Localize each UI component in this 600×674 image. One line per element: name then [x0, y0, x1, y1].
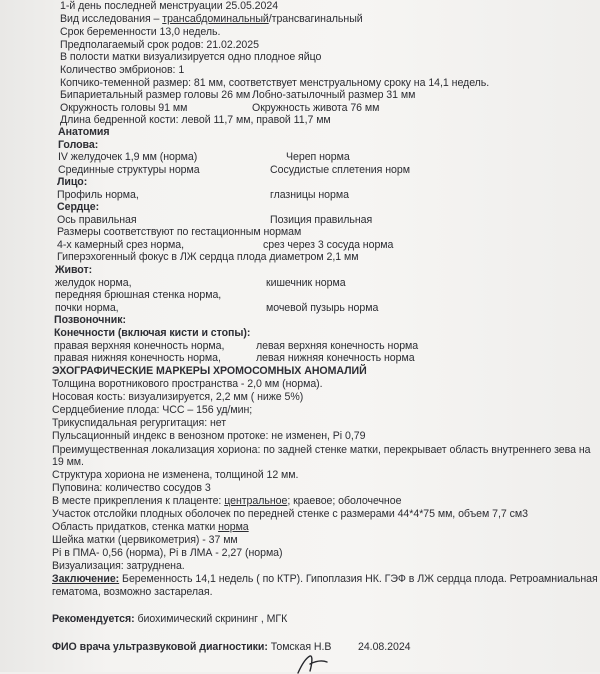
embryo-count-line: Количество эмбрионов: 1 — [60, 64, 185, 76]
nt-line: Толщина воротникового пространства - 2,0 мм (норма). — [52, 378, 323, 390]
anatomy-heading: Анатомия — [58, 126, 110, 138]
uterine-artery-line: Pi в ПМА- 0,56 (норма), Pi в ЛМА - 2,27 (норма) — [52, 547, 283, 559]
cord-line: Пуповина: количество сосудов 3 — [52, 482, 211, 494]
chorion-structure-line: Структура хориона не изменена, толщиной 12 мм. — [52, 469, 299, 481]
conclusion-line: Заключение: Беременность 14,1 недель ( по КТР). Гипоплазия НК. ГЭФ в ЛЖ сердца плода. Ретроамниальная — [52, 573, 598, 585]
limbs-line-1a: правая верхняя конечность норма, — [54, 340, 225, 352]
crl-line: Копчико-теменной размер: 81 мм, соответствует менструальному сроку на 14,1 недель. — [60, 77, 490, 89]
exam-type-selected: трансабдоминальный — [162, 13, 269, 25]
hc-line: Окружность головы 91 мм — [60, 102, 188, 114]
face-line-b: глазницы норма — [270, 189, 349, 201]
heart-heading: Сердце: — [57, 201, 100, 213]
limbs-line-1b: левая верхняя конечность норма — [256, 340, 419, 352]
visualization-line: Визуализация: затруднена. — [52, 560, 185, 572]
abdomen-line-1a: желудок норма, — [55, 277, 132, 289]
heart-line-4: Гиперэхогенный фокус в ЛЖ сердца плода диаметром 2,1 мм — [57, 251, 359, 263]
nasal-bone-line: Носовая кость: визуализируется, 2,2 мм ( ниже 5%) — [52, 391, 304, 403]
uterus-egg-line: В полости матки визуализируется одно плодное яйцо — [60, 51, 322, 63]
head-line-1a: IV желудочек 1,9 мм (норма) — [58, 151, 198, 163]
head-heading: Голова: — [58, 139, 99, 151]
limbs-heading: Конечности (включая кисти и стопы): — [54, 327, 251, 339]
ofd-line: Лобно-затылочный размер 31 мм — [252, 89, 416, 101]
face-line-a: Профиль норма, — [57, 189, 139, 201]
attachment-selected: центральное — [224, 495, 288, 507]
membrane-detachment-line: Участок отслойки плодных оболочек по передней стенке с размерами 44*4*75 мм, объем 7,7 см3 — [52, 508, 528, 520]
head-line-1b: Череп норма — [286, 151, 350, 163]
adnexa-value: норма — [218, 521, 249, 533]
head-line-2b: Сосудистые сплетения норм — [270, 164, 410, 176]
recommendation-line: Рекомендуется: биохимический скрининг , МГК — [52, 613, 288, 625]
conclusion-cont: гематома, возможно застарелая. — [52, 586, 213, 598]
tricuspid-line: Трикуспидальная регургитация: нет — [52, 417, 227, 429]
heart-rate-line: Сердцебиение плода: ЧСС – 156 уд/мин; — [52, 404, 253, 416]
signature-stroke — [292, 652, 352, 674]
abdomen-line-3b: мочевой пузырь норма — [266, 302, 379, 314]
ductus-venosus-line: Пульсационный индекс в венозном протоке: не изменен, Pi 0,79 — [52, 430, 366, 442]
abdomen-line-2: передняя брюшная стенка норма, — [55, 289, 222, 301]
abdomen-heading: Живот: — [55, 264, 93, 276]
gestational-age-line: Срок беременности 13,0 недель. — [60, 26, 221, 38]
conclusion-label: Заключение: — [52, 573, 120, 585]
abdomen-line-3a: почки норма, — [55, 302, 119, 314]
limbs-line-2b: левая нижняя конечность норма — [256, 352, 415, 364]
heart-line-3b: срез через 3 сосуда норма — [263, 239, 394, 251]
ac-line: Окружность живота 76 мм — [252, 102, 380, 114]
exam-type-line: Вид исследования – трансабдоминальный/трансвагинальный — [60, 13, 363, 25]
due-date-line: Предполагаемый срок родов: 21.02.2025 — [60, 39, 259, 51]
adnexa-line: Область придатков, стенка матки норма — [52, 521, 249, 533]
abdomen-line-1b: кишечник норма — [266, 277, 346, 289]
report-date: 24.08.2024 — [358, 641, 411, 653]
heart-line-1b: Позиция правильная — [270, 214, 373, 226]
recommendation-label: Рекомендуется: — [52, 613, 135, 625]
placenta-attachment-line: В месте прикрепления к плаценте: центральное; краевое; оболочечное — [52, 495, 402, 507]
doctor-line: ФИО врача ультразвуковой диагностики: Томская Н.В — [52, 641, 332, 653]
doctor-label: ФИО врача ультразвуковой диагностики: — [52, 641, 268, 653]
chorion-location-cont: 19 мм. — [52, 456, 84, 468]
bpd-line: Бипариетальный размер головы 26 мм — [60, 89, 251, 101]
face-heading: Лицо: — [57, 176, 88, 188]
spine-heading: Позвоночник: — [54, 314, 126, 326]
heart-line-2: Размеры соответствуют по гестационным нормам — [57, 226, 302, 238]
heart-line-3a: 4-х камерный срез норма, — [57, 239, 185, 251]
cervix-line: Шейка матки (цервикометрия) - 37 мм — [52, 534, 238, 546]
femur-line: Длина бедренной кости: левой 11,7 мм, правой 11,7 мм — [60, 114, 331, 126]
markers-heading: ЭХОГРАФИЧЕСКИЕ МАРКЕРЫ ХРОМОСОМНЫХ АНОМАЛИЙ — [52, 365, 367, 377]
limbs-line-2a: правая нижняя конечность норма, — [54, 352, 221, 364]
heart-line-1a: Ось правильная — [57, 214, 137, 226]
chorion-location-line: Преимущественная локализация хориона: по задней стенке матки, перекрывает область внутреннего зева на — [52, 444, 591, 456]
head-line-2a: Срединные структуры норма — [58, 164, 200, 176]
lmp-line: 1-й день последней менструации 25.05.2024 — [60, 0, 279, 12]
